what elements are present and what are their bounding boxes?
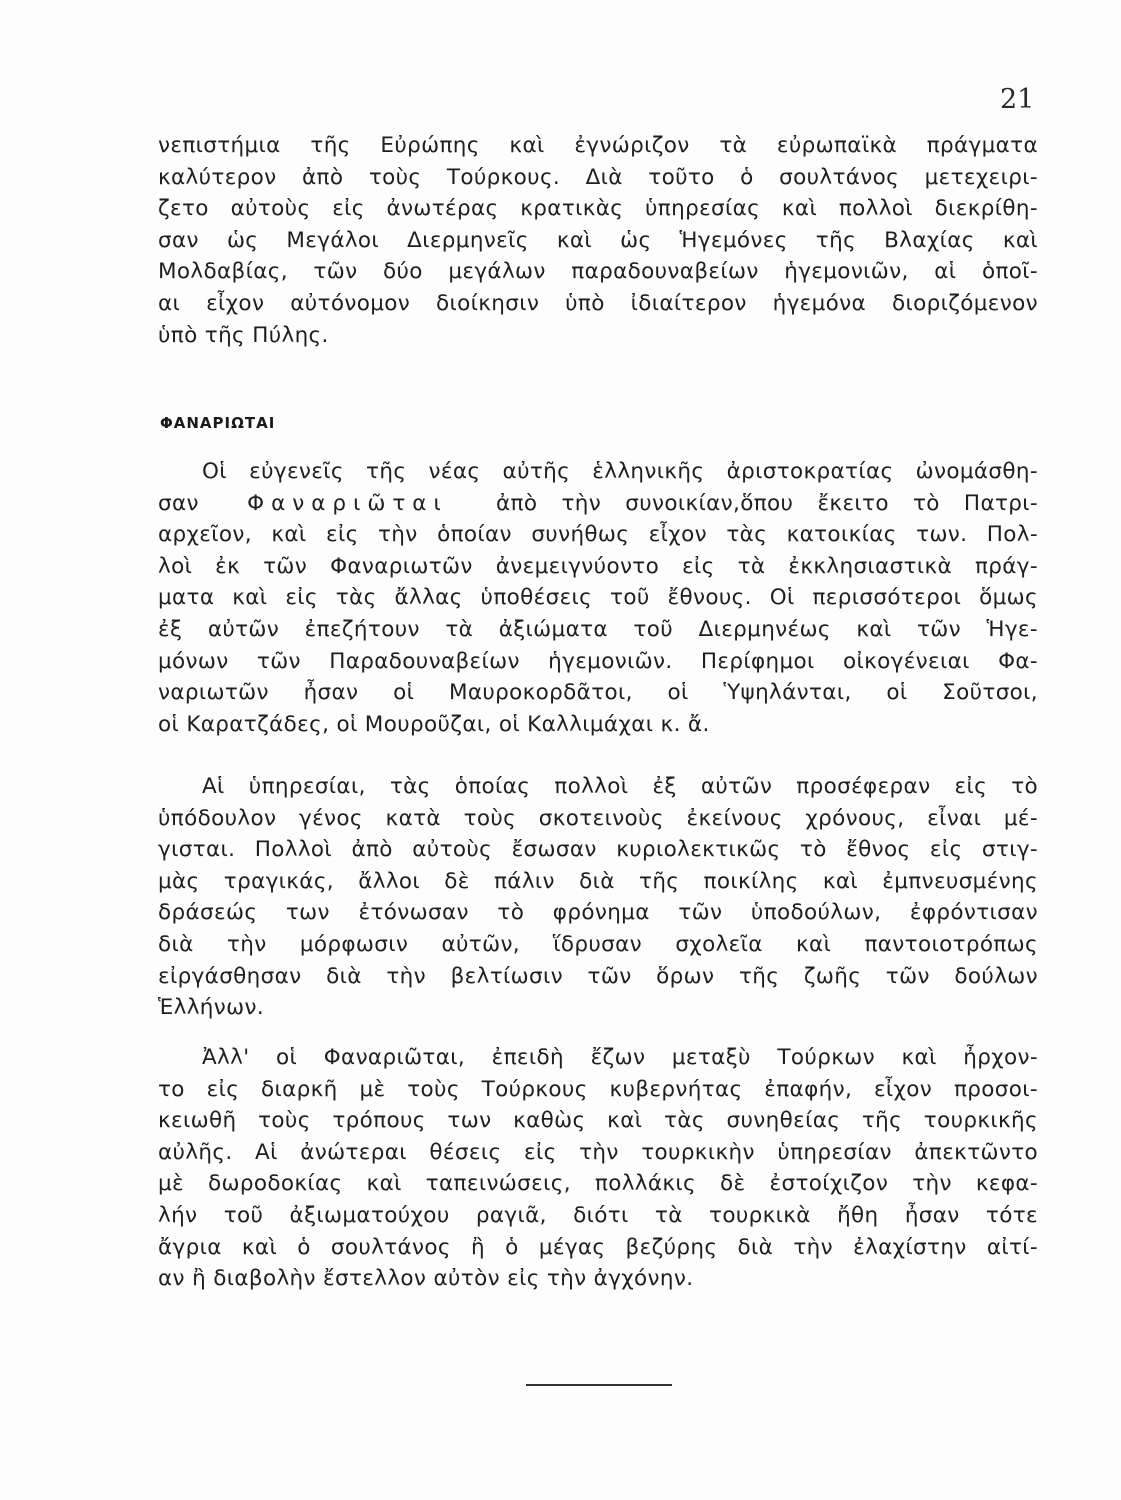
text-line: κειωθῆ τοὺς τρόπους των καθὼς καὶ τὰς συνηθείας τῆς τουρκικῆς xyxy=(158,1108,1038,1134)
text-line: μὲ δωροδοκίας καὶ ταπεινώσεις, πολλάκις δὲ ἐστοίχιζον τὴν κεφα- xyxy=(158,1171,1038,1197)
text-line: οἱ Καρατζάδες, οἱ Μουροῦζαι, οἱ Καλλιμάχαι κ. ἄ. xyxy=(158,711,710,737)
section-heading: ΦΑΝΑΡΙΩΤΑΙ xyxy=(160,414,276,432)
text-line: Αἱ ὑπηρεσίαι, τὰς ὁποίας πολλοὶ ἐξ αὐτῶν προσέφεραν εἰς τὸ xyxy=(202,774,1038,799)
text-line: Ἀλλ' οἱ Φαναριῶται, ἐπειδὴ ἔζων μεταξὺ Τούρκων καὶ ἦρχον- xyxy=(202,1045,1038,1070)
text-line: λήν τοῦ ἀξιωματούχου ραγιᾶ, διότι τὰ τουρκικὰ ἤθη ἦσαν τότε xyxy=(158,1202,1038,1228)
text-line: ὑπόδουλον γένος κατὰ τοὺς σκοτεινοὺς ἐκείνους χρόνους, εἶναι μέ- xyxy=(158,805,1038,831)
text-line: ὑπὸ τῆς Πύλης. xyxy=(158,322,329,348)
text-line: ζετο αὐτοὺς εἰς ἀνωτέρας κρατικὰς ὑπηρεσίας καὶ πολλοὶ διεκρίθη- xyxy=(158,196,1038,222)
text-line: μὰς τραγικάς, ἄλλοι δὲ πάλιν διὰ τῆς ποικίλης καὶ ἐμπνευσμένης xyxy=(158,868,1038,894)
text-line: ματα καὶ εἰς τὰς ἄλλας ὑποθέσεις τοῦ ἔθνους. Οἱ περισσότεροι ὅμως xyxy=(158,585,1038,611)
text-line: διὰ τὴν μόρφωσιν αὐτῶν, ἵδρυσαν σχολεῖα καὶ παντοιοτρόπως xyxy=(158,931,1038,957)
text-line: αρχεῖον, καὶ εἰς τὴν ὁποίαν συνήθως εἶχον τὰς κατοικίας των. Πολ- xyxy=(158,522,1038,548)
text-line: ἄγρια καὶ ὁ σουλτάνος ἢ ὁ μέγας βεζύρης διὰ τὴν ἐλαχίστην αἰτί- xyxy=(158,1234,1038,1260)
text-line: εἰργάσθησαν διὰ τὴν βελτίωσιν τῶν ὅρων τῆς ζωῆς τῶν δούλων xyxy=(158,963,1038,989)
paragraph-services xyxy=(158,771,1038,1024)
text-line: αὐλῆς. Αἱ ἀνώτεραι θέσεις εἰς τὴν τουρκικὴν ὑπηρεσίαν ἀπεκτῶντο xyxy=(158,1139,1038,1165)
text-fragment: ἀπὸ τὴν συνοικίαν,ὅπου ἔκειτο τὸ Πατρι- xyxy=(496,490,1038,516)
end-rule-divider xyxy=(526,1384,672,1386)
text-line: ἐξ αὐτῶν ἐπεζήτουν τὰ ἀξιώματα τοῦ Διερμηνέως καὶ τῶν Ἡγε- xyxy=(158,616,1038,642)
paragraph-phanariots xyxy=(158,456,1038,740)
text-line: το εἰς διαρκῆ μὲ τοὺς Τούρκους κυβερνήτας ἐπαφήν, εἶχον προσοι- xyxy=(158,1076,1038,1102)
emphasized-term: Φαναριῶται xyxy=(247,490,448,516)
text-line: γισται. Πολλοὶ ἀπὸ αὐτοὺς ἔσωσαν κυριολεκτικῶς τὸ ἔθνος εἰς στιγ- xyxy=(158,837,1038,863)
text-line: δράσεώς των ἐτόνωσαν τὸ φρόνημα τῶν ὑποδούλων, ἐφρόντισαν xyxy=(158,900,1038,926)
text-line: ναριωτῶν ἦσαν οἱ Μαυροκορδᾶτοι, οἱ Ὑψηλάνται, οἱ Σοῦτσοι, xyxy=(158,680,1038,706)
text-line: λοὶ ἐκ τῶν Φαναριωτῶν ἀνεμειγνύοντο εἰς τὰ ἐκκλησιαστικὰ πράγ- xyxy=(158,553,1038,579)
page-number: 21 xyxy=(1000,84,1035,115)
text-line: Οἱ εὐγενεῖς τῆς νέας αὐτῆς ἑλληνικῆς ἀριστοκρατίας ὠνομάσθη- xyxy=(202,459,1038,484)
text-line: σαν ὡς Μεγάλοι Διερμηνεῖς καὶ ὡς Ἡγεμόνες τῆς Βλαχίας καὶ xyxy=(158,227,1038,253)
text-line: αν ἢ διαβολὴν ἔστελλον αὐτὸν εἰς τὴν ἀγχόνην. xyxy=(158,1266,694,1292)
text-line: μόνων τῶν Παραδουναβείων ἡγεμονιῶν. Περίφημοι οἰκογένειαι Φα- xyxy=(158,648,1038,674)
text-line: καλύτερον ἀπὸ τοὺς Τούρκους. Διὰ τοῦτο ὁ σουλτάνος μετεχειρι- xyxy=(158,164,1038,190)
text-line: νεπιστήμια τῆς Εὐρώπης καὶ ἐγνώριζον τὰ εὐρωπαϊκὰ πράγματα xyxy=(158,133,1038,158)
text-line xyxy=(158,488,1038,520)
text-line: αι εἶχον αὐτόνομον διοίκησιν ὑπὸ ἰδιαίτερον ἡγεμόνα διοριζόμενον xyxy=(158,290,1038,316)
paragraph-continued xyxy=(158,130,1038,351)
text-fragment: σαν xyxy=(158,490,199,516)
text-line: Ἑλλήνων. xyxy=(158,995,265,1021)
paragraph-turkish-court xyxy=(158,1042,1038,1295)
text-line: Μολδαβίας, τῶν δύο μεγάλων παραδουναβείων ἡγεμονιῶν, αἱ ὁποῖ- xyxy=(158,259,1038,285)
